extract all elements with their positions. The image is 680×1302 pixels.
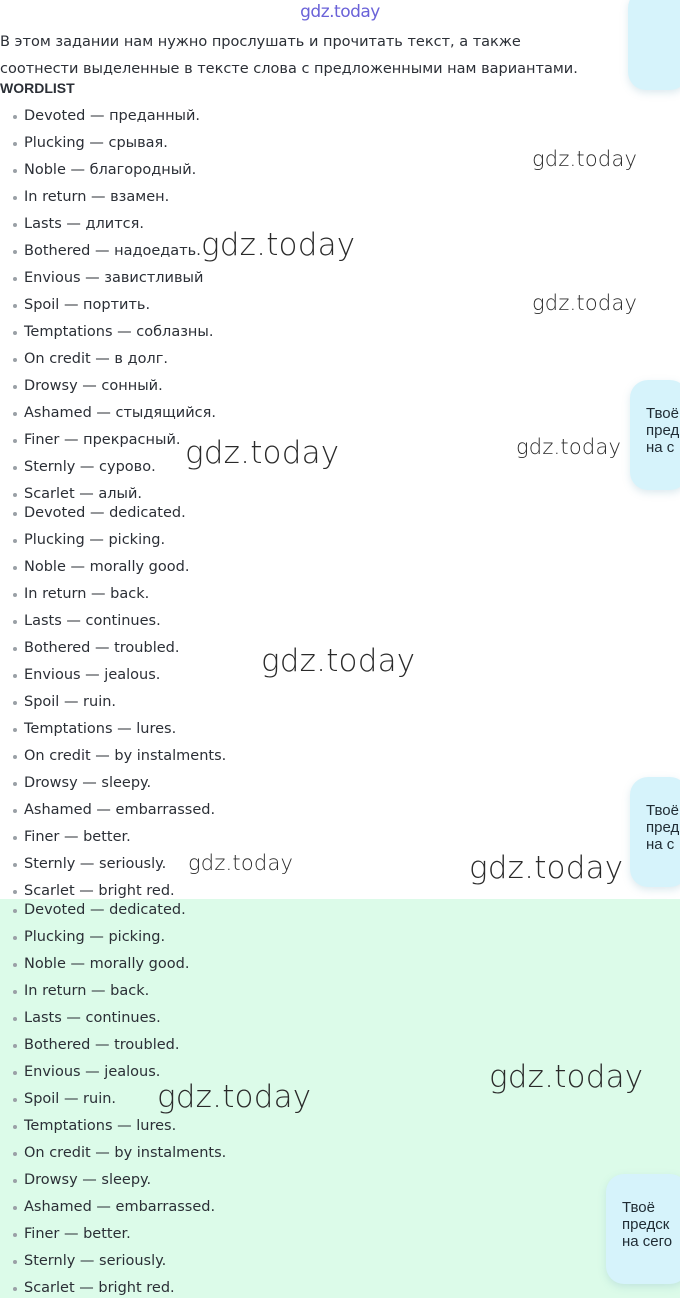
list-item: Devoted — dedicated. bbox=[0, 897, 226, 924]
list-item: Ashamed — стыдящийся. bbox=[0, 400, 216, 427]
list-item: Noble — morally good. bbox=[0, 951, 226, 978]
list-item: Spoil — портить. bbox=[0, 292, 216, 319]
bubble-line: Твоё bbox=[646, 802, 679, 819]
list-item: Scarlet — bright red. bbox=[0, 1275, 226, 1302]
bubble-line: на с bbox=[646, 836, 675, 853]
list-item: Lasts — длится. bbox=[0, 211, 216, 238]
list-item: Sternly — сурово. bbox=[0, 454, 216, 481]
wordlist-synonyms bbox=[0, 500, 226, 905]
watermark: gdz.today bbox=[201, 227, 356, 263]
bubble-line: Твоё bbox=[646, 405, 679, 422]
watermark: gdz.today bbox=[157, 1079, 312, 1115]
watermark: gdz.today bbox=[532, 291, 638, 315]
watermark: gdz.today bbox=[185, 435, 340, 471]
watermark: gdz.today bbox=[516, 435, 622, 459]
bubble-line: пред bbox=[646, 422, 680, 439]
bubble-line: Твоё bbox=[622, 1199, 655, 1216]
list-item: Sternly — seriously. bbox=[0, 851, 226, 878]
list-item: Plucking — picking. bbox=[0, 527, 226, 554]
intro-text: В этом задании нам нужно прослушать и прочитать текст, а также соотнести выделенные в тексте слова с предложенными нам вариантами. bbox=[0, 34, 578, 77]
list-item: Devoted — преданный. bbox=[0, 103, 216, 130]
list-item: Lasts — continues. bbox=[0, 1005, 226, 1032]
list-item: Finer — better. bbox=[0, 1221, 226, 1248]
watermark: gdz.today bbox=[489, 1059, 644, 1095]
list-item: Temptations — lures. bbox=[0, 716, 226, 743]
bubble-line: на с bbox=[646, 439, 675, 456]
list-item: In return — back. bbox=[0, 978, 226, 1005]
list-item: On credit — в долг. bbox=[0, 346, 216, 373]
chat-bubble[interactable] bbox=[606, 1174, 680, 1284]
watermark: gdz.today bbox=[469, 850, 624, 886]
list-item: Drowsy — sleepy. bbox=[0, 1167, 226, 1194]
list-item: Drowsy — sleepy. bbox=[0, 770, 226, 797]
list-item: Devoted — dedicated. bbox=[0, 500, 226, 527]
bubble-line: предск bbox=[622, 1216, 670, 1233]
wordlist-russian bbox=[0, 103, 216, 508]
list-item: Plucking — picking. bbox=[0, 924, 226, 951]
list-item: Bothered — troubled. bbox=[0, 635, 226, 662]
list-item: Ashamed — embarrassed. bbox=[0, 1194, 226, 1221]
list-item: Noble — благородный. bbox=[0, 157, 216, 184]
list-item: On credit — by instalments. bbox=[0, 1140, 226, 1167]
list-item: Sternly — seriously. bbox=[0, 1248, 226, 1275]
bubble-line: на сего bbox=[622, 1233, 673, 1250]
list-item: Envious — jealous. bbox=[0, 662, 226, 689]
list-item: Scarlet — алый. bbox=[0, 481, 216, 508]
list-item: Plucking — срывая. bbox=[0, 130, 216, 157]
list-item: Noble — morally good. bbox=[0, 554, 226, 581]
list-item: Bothered — надоедать. bbox=[0, 238, 216, 265]
site-logo[interactable]: gdz.today bbox=[300, 2, 380, 22]
bubble-line: пред bbox=[646, 819, 680, 836]
list-item: Spoil — ruin. bbox=[0, 689, 226, 716]
list-item: In return — back. bbox=[0, 581, 226, 608]
chat-bubble-partial[interactable] bbox=[628, 0, 680, 90]
list-item: Temptations — lures. bbox=[0, 1113, 226, 1140]
list-item: Envious — jealous. bbox=[0, 1059, 226, 1086]
watermark: gdz.today bbox=[261, 643, 416, 679]
list-item: Envious — завистливый bbox=[0, 265, 216, 292]
list-item: Ashamed — embarrassed. bbox=[0, 797, 226, 824]
list-item: Finer — better. bbox=[0, 824, 226, 851]
list-item: Spoil — ruin. bbox=[0, 1086, 226, 1113]
list-item: Bothered — troubled. bbox=[0, 1032, 226, 1059]
list-item: Lasts — continues. bbox=[0, 608, 226, 635]
watermark: gdz.today bbox=[188, 851, 294, 875]
list-item: Temptations — соблазны. bbox=[0, 319, 216, 346]
wordlist-heading: WORDLIST bbox=[0, 80, 75, 96]
chat-bubble[interactable] bbox=[630, 380, 680, 490]
list-item: On credit — by instalments. bbox=[0, 743, 226, 770]
list-item: Scarlet — bright red. bbox=[0, 878, 226, 905]
list-item: Drowsy — сонный. bbox=[0, 373, 216, 400]
chat-bubble[interactable] bbox=[630, 777, 680, 887]
list-item: In return — взамен. bbox=[0, 184, 216, 211]
list-item: Finer — прекрасный. bbox=[0, 427, 216, 454]
watermark: gdz.today bbox=[532, 147, 638, 171]
